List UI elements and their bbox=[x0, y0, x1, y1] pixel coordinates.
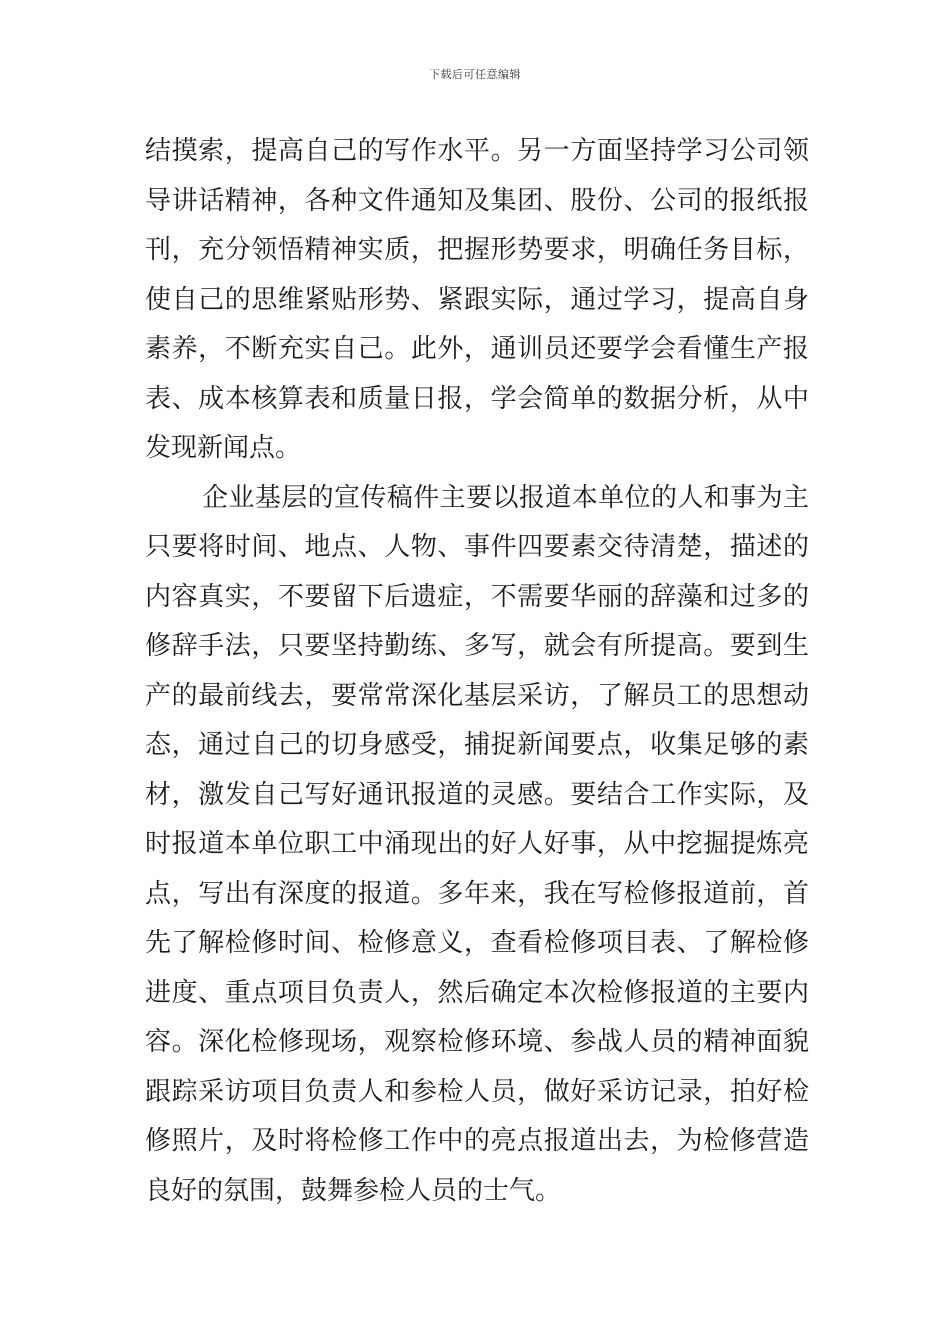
text-line: 修辞手法，只要坚持勤练、多写，就会有所提高。要到生 bbox=[145, 631, 809, 661]
body-text bbox=[145, 127, 809, 1216]
text-line: 只要将时间、地点、人物、事件四要素交待清楚，描述的 bbox=[145, 532, 809, 562]
text-line: 导讲话精神，各种文件通知及集团、股份、公司的报纸报 bbox=[145, 185, 809, 216]
text-line: 材，激发自己写好通讯报道的灵感。要结合工作实际，及 bbox=[145, 779, 809, 810]
text-line: 发现新闻点。 bbox=[145, 433, 302, 463]
text-line: 良好的氛围，鼓舞参检人员的士气。 bbox=[145, 1175, 562, 1206]
text-line: 容。深化检修现场，观察检修环境、参战人员的精神面貌 bbox=[145, 1027, 809, 1057]
text-line: 先了解检修时间、检修意义，查看检修项目表、了解检修 bbox=[145, 928, 809, 958]
text-line: 使自己的思维紧贴形势、紧跟实际，通过学习，提高自身 bbox=[145, 284, 809, 315]
text-line: 跟踪采访项目负责人和参检人员，做好采访记录，拍好检 bbox=[145, 1076, 809, 1107]
text-line: 时报道本单位职工中涌现出的好人好事，从中挖掘提炼亮 bbox=[145, 829, 809, 859]
text-line: 企业基层的宣传稿件主要以报道本单位的人和事为主 bbox=[202, 482, 809, 513]
text-line: 内容真实，不要留下后遗症，不需要华丽的辞藻和过多的 bbox=[145, 581, 809, 612]
text-line: 素养，不断充实自己。此外，通训员还要学会看懂生产报 bbox=[145, 334, 809, 364]
text-line: 产的最前线去，要常常深化基层采访，了解员工的思想动 bbox=[145, 680, 809, 711]
paragraph-2 bbox=[145, 474, 809, 1217]
text-line: 态，通过自己的切身感受，捕捉新闻要点，收集足够的素 bbox=[145, 730, 809, 760]
paragraph-1 bbox=[145, 127, 809, 474]
text-line: 修照片，及时将检修工作中的亮点报道出去，为检修营造 bbox=[145, 1126, 809, 1156]
text-line: 刊，充分领悟精神实质，把握形势要求，明确任务目标， bbox=[145, 235, 809, 265]
text-line: 表、成本核算表和质量日报，学会简单的数据分析，从中 bbox=[145, 383, 809, 414]
header-note: 下载后可任意编辑 bbox=[429, 68, 521, 81]
text-line: 进度、重点项目负责人，然后确定本次检修报道的主要内 bbox=[145, 977, 809, 1008]
text-line: 点，写出有深度的报道。多年来，我在写检修报道前，首 bbox=[145, 878, 809, 909]
text-line: 结摸索，提高自己的写作水平。另一方面坚持学习公司领 bbox=[145, 136, 809, 166]
